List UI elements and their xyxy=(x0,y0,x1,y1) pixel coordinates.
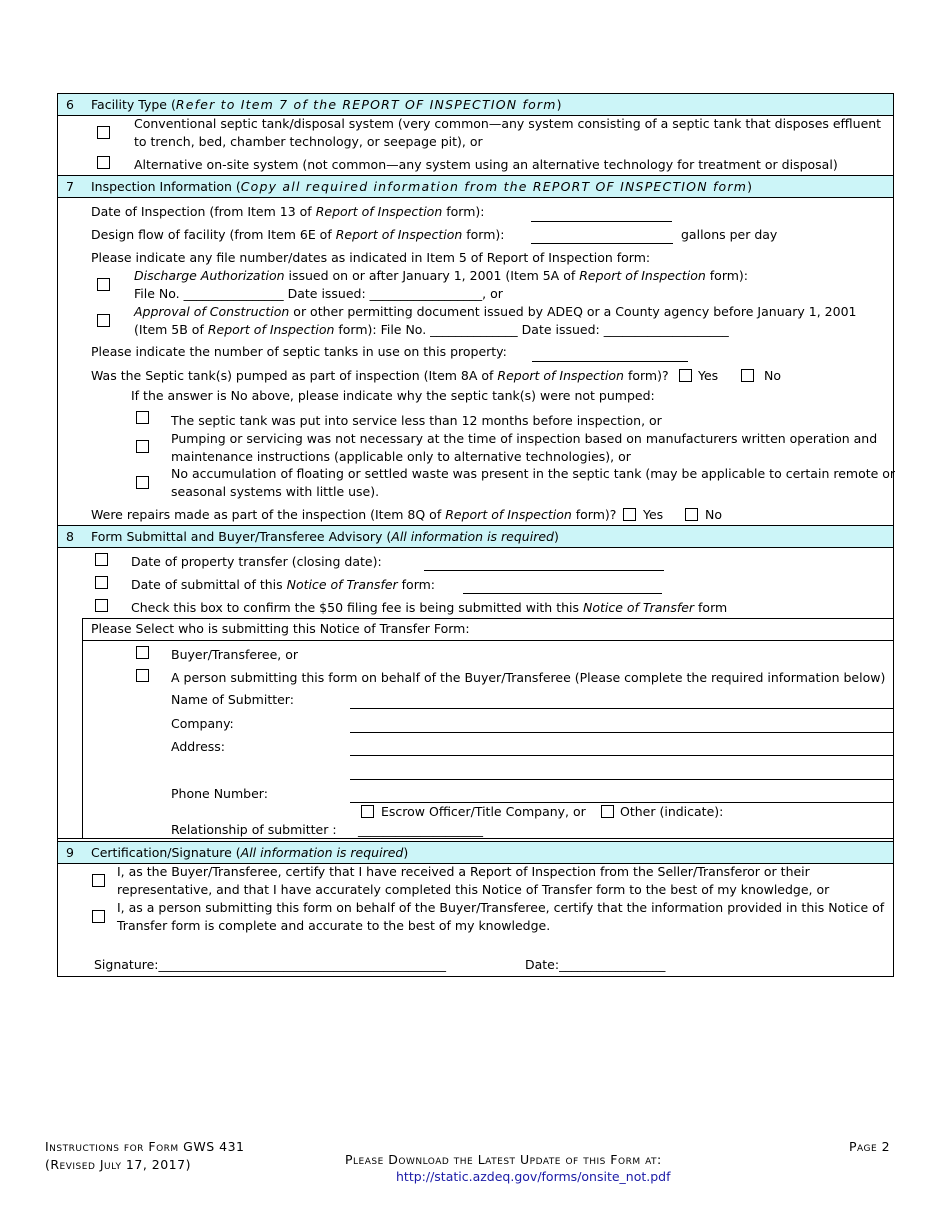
pumped-no-checkbox[interactable] xyxy=(741,369,754,382)
reason-not-necessary-checkbox[interactable] xyxy=(136,440,149,453)
submittal-date-field[interactable] xyxy=(463,593,662,594)
submitter-block-bottom xyxy=(57,838,894,839)
submitter-block-left-border xyxy=(82,640,83,838)
property-transfer-date-field[interactable] xyxy=(424,570,664,571)
alternative-system-checkbox[interactable] xyxy=(97,156,110,169)
filing-fee-label: Check this box to confirm the $50 filing fee is being submitted with this Notice of Transfer form xyxy=(131,600,728,615)
filing-fee-checkbox[interactable] xyxy=(95,599,108,612)
discharge-authorization-label: Discharge Authorization issued on or after January 1, 2001 (Item 5A of Report of Inspection form): xyxy=(134,268,749,283)
repairs-yes-checkbox[interactable] xyxy=(623,508,636,521)
signature-field[interactable]: Signature:______________________________________________ xyxy=(94,957,447,972)
septic-tanks-count-field[interactable] xyxy=(532,361,688,362)
other-relationship-checkbox[interactable] xyxy=(601,805,614,818)
footer-download-link[interactable]: http://static.azdeq.gov/forms/onsite_not.pdf xyxy=(396,1169,671,1184)
design-flow-label: Design flow of facility (from Item 6E of Report of Inspection form): xyxy=(91,227,505,242)
conventional-system-label: Conventional septic tank/disposal system (very common—any system consisting of a septic tank that disposes effluent xyxy=(134,116,882,131)
section-number: 9 xyxy=(66,845,74,860)
repairs-yes-label: Yes xyxy=(643,507,664,522)
reason-new-tank-checkbox[interactable] xyxy=(136,411,149,424)
reason-not-necessary-label: Pumping or servicing was not necessary at the time of inspection based on manufacturers written operation and xyxy=(171,431,878,446)
address-label: Address: xyxy=(171,739,225,754)
submitter-select-label: Please Select who is submitting this Notice of Transfer Form: xyxy=(91,621,470,636)
section-title: Form Submittal and Buyer/Transferee Advisory (All information is required) xyxy=(91,529,559,544)
pumped-yes-label: Yes xyxy=(698,368,719,383)
representative-certification-checkbox[interactable] xyxy=(92,910,105,923)
approval-construction-fields: (Item 5B of Report of Inspection form): File No. ______________ Date issued: ____________________ xyxy=(134,322,729,337)
property-transfer-label: Date of property transfer (closing date): xyxy=(131,554,382,569)
approval-construction-checkbox[interactable] xyxy=(97,314,110,327)
buyer-transferee-checkbox[interactable] xyxy=(136,646,149,659)
section-number: 6 xyxy=(66,97,74,112)
inspection-date-field[interactable] xyxy=(531,221,672,222)
buyer-certification-label: I, as the Buyer/Transferee, certify that I have received a Report of Inspection from the Seller/Transferor or their xyxy=(117,864,810,879)
buyer-certification-label-cont: representative, and that I have accurately completed this Notice of Transfer form to the best of my knowledge, or xyxy=(117,882,830,897)
septic-tanks-count-label: Please indicate the number of septic tanks in use on this property: xyxy=(91,344,507,359)
section-title: Facility Type (Refer to Item 7 of the REPORT OF INSPECTION form) xyxy=(91,97,562,112)
address-field-line-1[interactable] xyxy=(350,755,894,756)
reason-not-necessary-label-cont: maintenance instructions (applicable only to alternative technologies), or xyxy=(171,449,631,464)
conventional-system-label-cont: to trench, bed, chamber technology, or seepage pit), or xyxy=(134,134,483,149)
submitter-name-label: Name of Submitter: xyxy=(171,692,294,707)
company-label: Company: xyxy=(171,716,234,731)
design-flow-field[interactable] xyxy=(531,243,673,244)
repairs-no-label: No xyxy=(705,507,722,522)
relationship-label: Relationship of submitter : xyxy=(171,822,337,837)
escrow-officer-label: Escrow Officer/Title Company, or xyxy=(381,804,586,819)
relationship-field[interactable]: ____________________ xyxy=(358,822,483,837)
design-flow-unit: gallons per day xyxy=(681,227,778,242)
not-pumped-reason-intro: If the answer is No above, please indicate why the septic tank(s) were not pumped: xyxy=(131,388,655,403)
buyer-certification-checkbox[interactable] xyxy=(92,874,105,887)
address-field-line-2[interactable] xyxy=(350,779,894,780)
phone-label: Phone Number: xyxy=(171,786,268,801)
pumped-question: Was the Septic tank(s) pumped as part of inspection (Item 8A of Report of Inspection form)? xyxy=(91,368,669,383)
discharge-authorization-checkbox[interactable] xyxy=(97,278,110,291)
footer-page-number: Page 2 xyxy=(849,1139,891,1154)
approval-construction-label: Approval of Construction or other permitting document issued by ADEQ or a County agency before January 1, 2001 xyxy=(134,304,857,319)
section-7-header xyxy=(57,175,894,198)
section-6-header xyxy=(57,93,894,116)
reason-no-accumulation-label: No accumulation of floating or settled waste was present in the septic tank (may be applicable to certain remote or xyxy=(171,466,896,481)
submitter-select-box xyxy=(82,618,894,641)
section-8-header xyxy=(57,525,894,548)
section-9-header xyxy=(57,841,894,864)
reason-new-tank-label: The septic tank was put into service less than 12 months before inspection, or xyxy=(171,413,662,428)
footer-form-id: Instructions for Form GWS 431 xyxy=(45,1139,245,1154)
submittal-date-label: Date of submittal of this Notice of Transfer form: xyxy=(131,577,436,592)
signature-date-field[interactable]: Date:_________________ xyxy=(525,957,666,972)
representative-certification-label: I, as a person submitting this form on behalf of the Buyer/Transferee, certify that the information provided in this Notice of xyxy=(117,900,885,915)
discharge-authorization-fields: File No. ________________ Date issued: __________________, or xyxy=(134,286,503,301)
property-transfer-checkbox[interactable] xyxy=(95,553,108,566)
phone-field[interactable] xyxy=(350,802,894,803)
company-field[interactable] xyxy=(350,732,894,733)
on-behalf-checkbox[interactable] xyxy=(136,669,149,682)
representative-certification-label-cont: Transfer form is complete and accurate to the best of my knowledge. xyxy=(117,918,551,933)
pumped-no-label: No xyxy=(764,368,781,383)
pumped-yes-checkbox[interactable] xyxy=(679,369,692,382)
submitter-name-field[interactable] xyxy=(350,708,894,709)
submittal-date-checkbox[interactable] xyxy=(95,576,108,589)
form-bottom-border xyxy=(57,976,894,977)
section-title: Inspection Information (Copy all required information from the REPORT OF INSPECTION form) xyxy=(91,179,752,194)
section-number: 8 xyxy=(66,529,74,544)
section-number: 7 xyxy=(66,179,74,194)
footer-download-note: Please Download the Latest Update of this Form at: xyxy=(345,1152,662,1167)
alternative-system-label: Alternative on-site system (not common—any system using an alternative technology for treatment or disposal) xyxy=(134,157,838,172)
footer-revision-date: (Revised July 17, 2017) xyxy=(45,1157,191,1172)
buyer-transferee-label: Buyer/Transferee, or xyxy=(171,647,299,662)
escrow-officer-checkbox[interactable] xyxy=(361,805,374,818)
file-number-intro: Please indicate any file number/dates as indicated in Item 5 of Report of Inspection form: xyxy=(91,250,651,265)
other-relationship-label: Other (indicate): xyxy=(620,804,724,819)
on-behalf-label: A person submitting this form on behalf of the Buyer/Transferee (Please complete the required information below) xyxy=(171,670,886,685)
reason-no-accumulation-checkbox[interactable] xyxy=(136,476,149,489)
inspection-date-label: Date of Inspection (from Item 13 of Report of Inspection form): xyxy=(91,204,485,219)
section-title: Certification/Signature (All information is required) xyxy=(91,845,409,860)
repairs-question: Were repairs made as part of the inspection (Item 8Q of Report of Inspection form)? xyxy=(91,507,617,522)
repairs-no-checkbox[interactable] xyxy=(685,508,698,521)
reason-no-accumulation-label-cont: seasonal systems with little use). xyxy=(171,484,380,499)
conventional-system-checkbox[interactable] xyxy=(97,126,110,139)
